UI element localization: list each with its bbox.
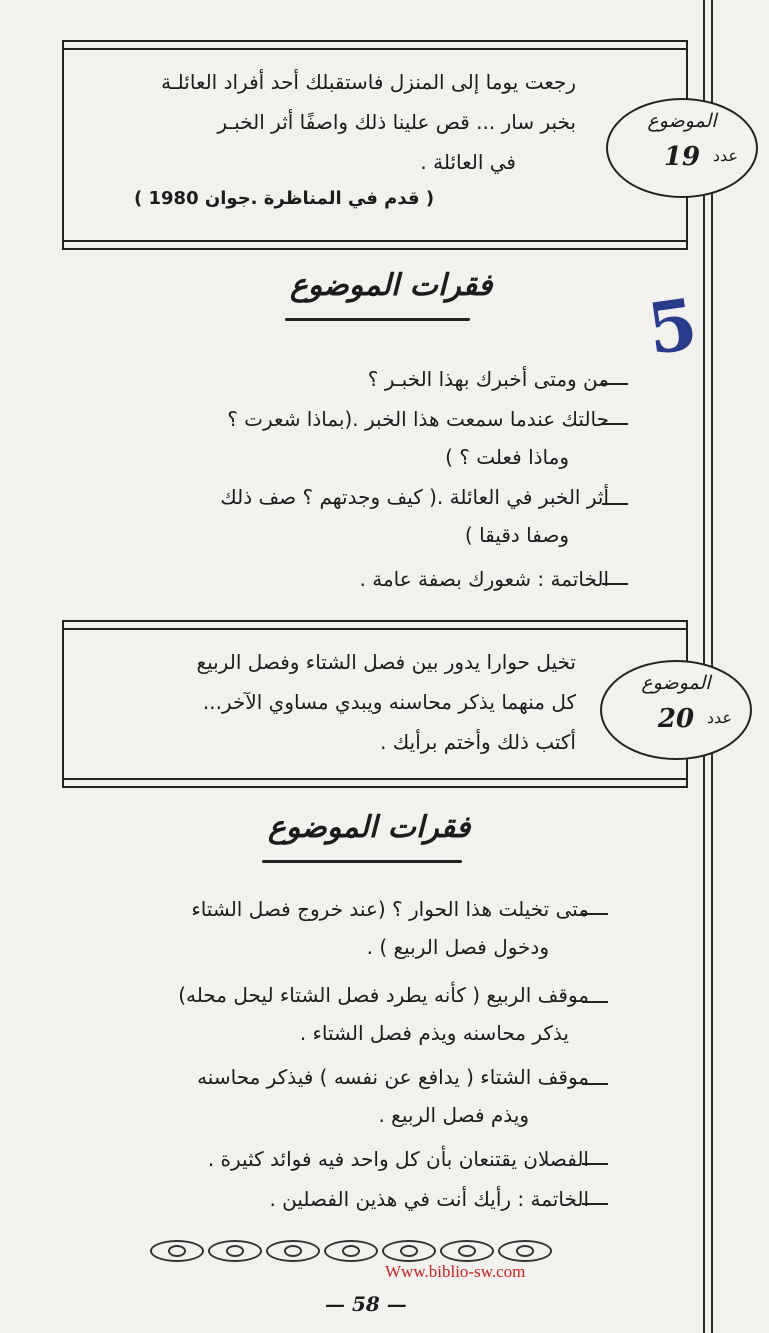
page-number: — 58 — — [325, 1292, 407, 1316]
box-top-rule — [64, 40, 686, 50]
list-item-line: أثر الخبر في العائلة .( كيف وجدتهم ؟ صف ذلك — [220, 485, 609, 509]
topic-20-text — [80, 642, 576, 762]
box-bottom-rule — [64, 240, 686, 250]
list-item-line: ودخول فصل الربيع ) . — [366, 935, 549, 959]
list-item — [60, 560, 609, 598]
list-item — [60, 1140, 589, 1178]
topic-line: في العائلة . — [420, 150, 516, 174]
badge-word: الموضوع — [641, 672, 711, 694]
topic-19-text — [80, 62, 576, 182]
list-item-line: متى تخيلت هذا الحوار ؟ (عند خروج فصل الشتاء — [191, 897, 589, 921]
ornament-icon — [498, 1240, 552, 1262]
heading-underline — [285, 318, 470, 321]
list-item — [60, 890, 589, 966]
badge-label: عدد — [712, 146, 738, 165]
list-item-line: يذكر محاسنه ويذم فصل الشتاء . — [299, 1021, 569, 1045]
heading-underline — [262, 860, 462, 863]
list-item — [60, 1180, 589, 1218]
watermark-link[interactable]: Www.biblio-sw.com — [385, 1262, 526, 1281]
ornament-border — [150, 1240, 552, 1262]
topic-20-box — [62, 620, 688, 788]
topic-line: أكتب ذلك وأختم برأيك . — [380, 730, 576, 754]
list-item — [60, 400, 609, 476]
list-item-line: وماذا فعلت ؟ ) — [445, 445, 569, 469]
badge-label: عدد — [706, 708, 732, 727]
badge-word: الموضوع — [647, 110, 717, 132]
box-top-rule — [64, 620, 686, 630]
topic-line: تخيل حوارا يدور بين فصل الشتاء وفصل الربيع — [196, 650, 576, 674]
ornament-icon — [208, 1240, 262, 1262]
list-item — [60, 360, 609, 398]
list-item-line: موقف الشتاء ( يدافع عن نفسه ) فيذكر محاسنه — [197, 1065, 589, 1089]
list-item-line: الخاتمة : رأيك أنت في هذين الفصلين . — [269, 1187, 589, 1211]
handwritten-mark: 5 — [642, 282, 703, 371]
section-heading: فقرات الموضوع — [268, 810, 471, 845]
topic-line: بخبر سار ... قص علينا ذلك واصفًا أثر الخبـر — [217, 110, 576, 134]
section-heading: فقرات الموضوع — [290, 268, 493, 303]
topic-line: كل منهما يذكر محاسنه ويبدي مساوي الآخر... — [202, 690, 576, 714]
list-item — [60, 976, 589, 1052]
list-item — [60, 478, 609, 554]
topic-line: رجعت يوما إلى المنزل فاستقبلك أحد أفراد العائلـة — [161, 70, 576, 94]
list-item-line: الخاتمة : شعورك بصفة عامة . — [359, 567, 609, 591]
ornament-icon — [266, 1240, 320, 1262]
ornament-icon — [382, 1240, 436, 1262]
topic-20-badge — [600, 660, 752, 760]
ornament-icon — [150, 1240, 204, 1262]
topic-source-note: ( قدم في المناظرة .جوان 1980 ) — [134, 188, 435, 209]
list-item-line: موقف الربيع ( كأنه يطرد فصل الشتاء ليحل محله) — [178, 983, 589, 1007]
badge-number: 20 — [657, 704, 695, 734]
list-item-line: الفصلان يقتنعان بأن كل واحد فيه فوائد كثيرة . — [207, 1147, 589, 1171]
list-item-line: من ومتى أخبرك بهذا الخبـر ؟ — [367, 367, 609, 391]
badge-number: 19 — [663, 142, 701, 172]
list-item — [60, 1058, 589, 1134]
topic-19-box — [62, 40, 688, 250]
list-item-line: ويذم فصل الربيع . — [378, 1103, 529, 1127]
list-item-line: حالتك عندما سمعت هذا الخبر .(بماذا شعرت ؟ — [227, 407, 609, 431]
topic-19-badge — [606, 98, 758, 198]
ornament-icon — [440, 1240, 494, 1262]
box-bottom-rule — [64, 778, 686, 788]
list-item-line: وصفا دقيقا ) — [464, 523, 569, 547]
ornament-icon — [324, 1240, 378, 1262]
